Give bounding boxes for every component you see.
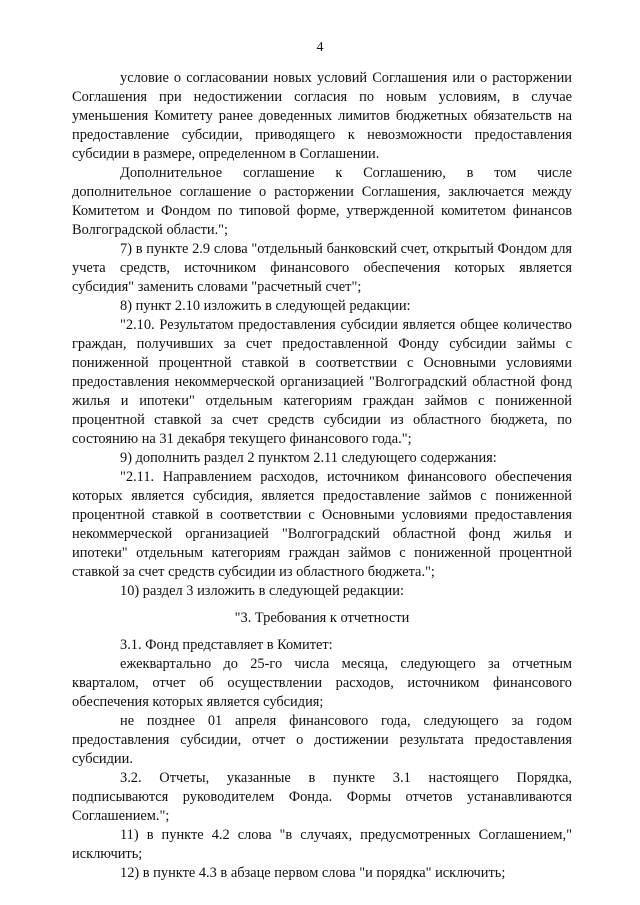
paragraph: "2.10. Результатом предоставления субсидии является общее количество граждан, получивших за счет предоставленной Фонду субсидии займы с пониженной процентной ставкой в соответствии с Основными условиями предоставления некоммерческой организацией "Волгоградский областной фонд жилья и ипотеки" отдельным категориям граждан займов с пониженной процентной ставкой за счет средств субсидии из областного бюджета, по состоянию на 31 декабря текущего финансового года."; (72, 317, 572, 447)
paragraph: 8) пункт 2.10 изложить в следующей редакции: (120, 298, 411, 314)
paragraph: 12) в пункте 4.3 в абзаце первом слова "и порядка" исключить; (120, 865, 506, 881)
paragraph: 7) в пункте 2.9 слова "отдельный банковский счет, открытый Фондом для учета средств, источником финансового обеспечения которых является субсидия" заменить словами "расчетный счет"; (72, 241, 572, 295)
paragraph: "2.11. Направлением расходов, источником финансового обеспечения которых является субсидия, является предоставление займов с пониженной процентной ставкой в соответствии с Основными условиями предоставления некоммерческой организацией "Волгоградский областной фонд жилья и ипотеки" отдельным категориям граждан займов с пониженной процентной ставкой за счет средств субсидии из областного бюджета."; (72, 469, 572, 580)
paragraph: 11) в пункте 4.2 слова "в случаях, предусмотренных Соглашением," исключить; (72, 827, 572, 862)
section-heading: "3. Требования к отчетности (234, 610, 410, 626)
paragraph: 3.1. Фонд представляет в Комитет: (120, 637, 333, 653)
paragraph: не позднее 01 апреля финансового года, следующего за годом предоставления субсидии, отчет о достижении результата предоставления субсидии. (72, 713, 572, 767)
paragraph: условие о согласовании новых условий Соглашения или о расторжении Соглашения при недостижении согласия по новым условиям, в случае уменьшения Комитету ранее доведенных лимитов бюджетных обязательств на предоставление субсидии, приводящего к невозможности предоставления субсидии в размере, определенном в Соглашении. (72, 70, 572, 162)
page-number: 4 (316, 40, 324, 55)
document-body (72, 69, 572, 883)
paragraph: 10) раздел 3 изложить в следующей редакции: (120, 583, 404, 599)
paragraph: ежеквартально до 25-го числа месяца, следующего за отчетным кварталом, отчет об осуществлении расходов, источником финансового обеспечения которых является субсидия; (72, 656, 572, 710)
paragraph: Дополнительное соглашение к Соглашению, в том числе дополнительное соглашение о расторжении Соглашения, заключается между Комитетом и Фондом по типовой форме, утвержденной комитетом финансов Волгоградской области."; (72, 165, 572, 238)
paragraph: 9) дополнить раздел 2 пунктом 2.11 следующего содержания: (120, 450, 497, 466)
paragraph: 3.2. Отчеты, указанные в пункте 3.1 настоящего Порядка, подписываются руководителем Фонда. Формы отчетов устанавливаются Соглашением."; (72, 770, 572, 824)
